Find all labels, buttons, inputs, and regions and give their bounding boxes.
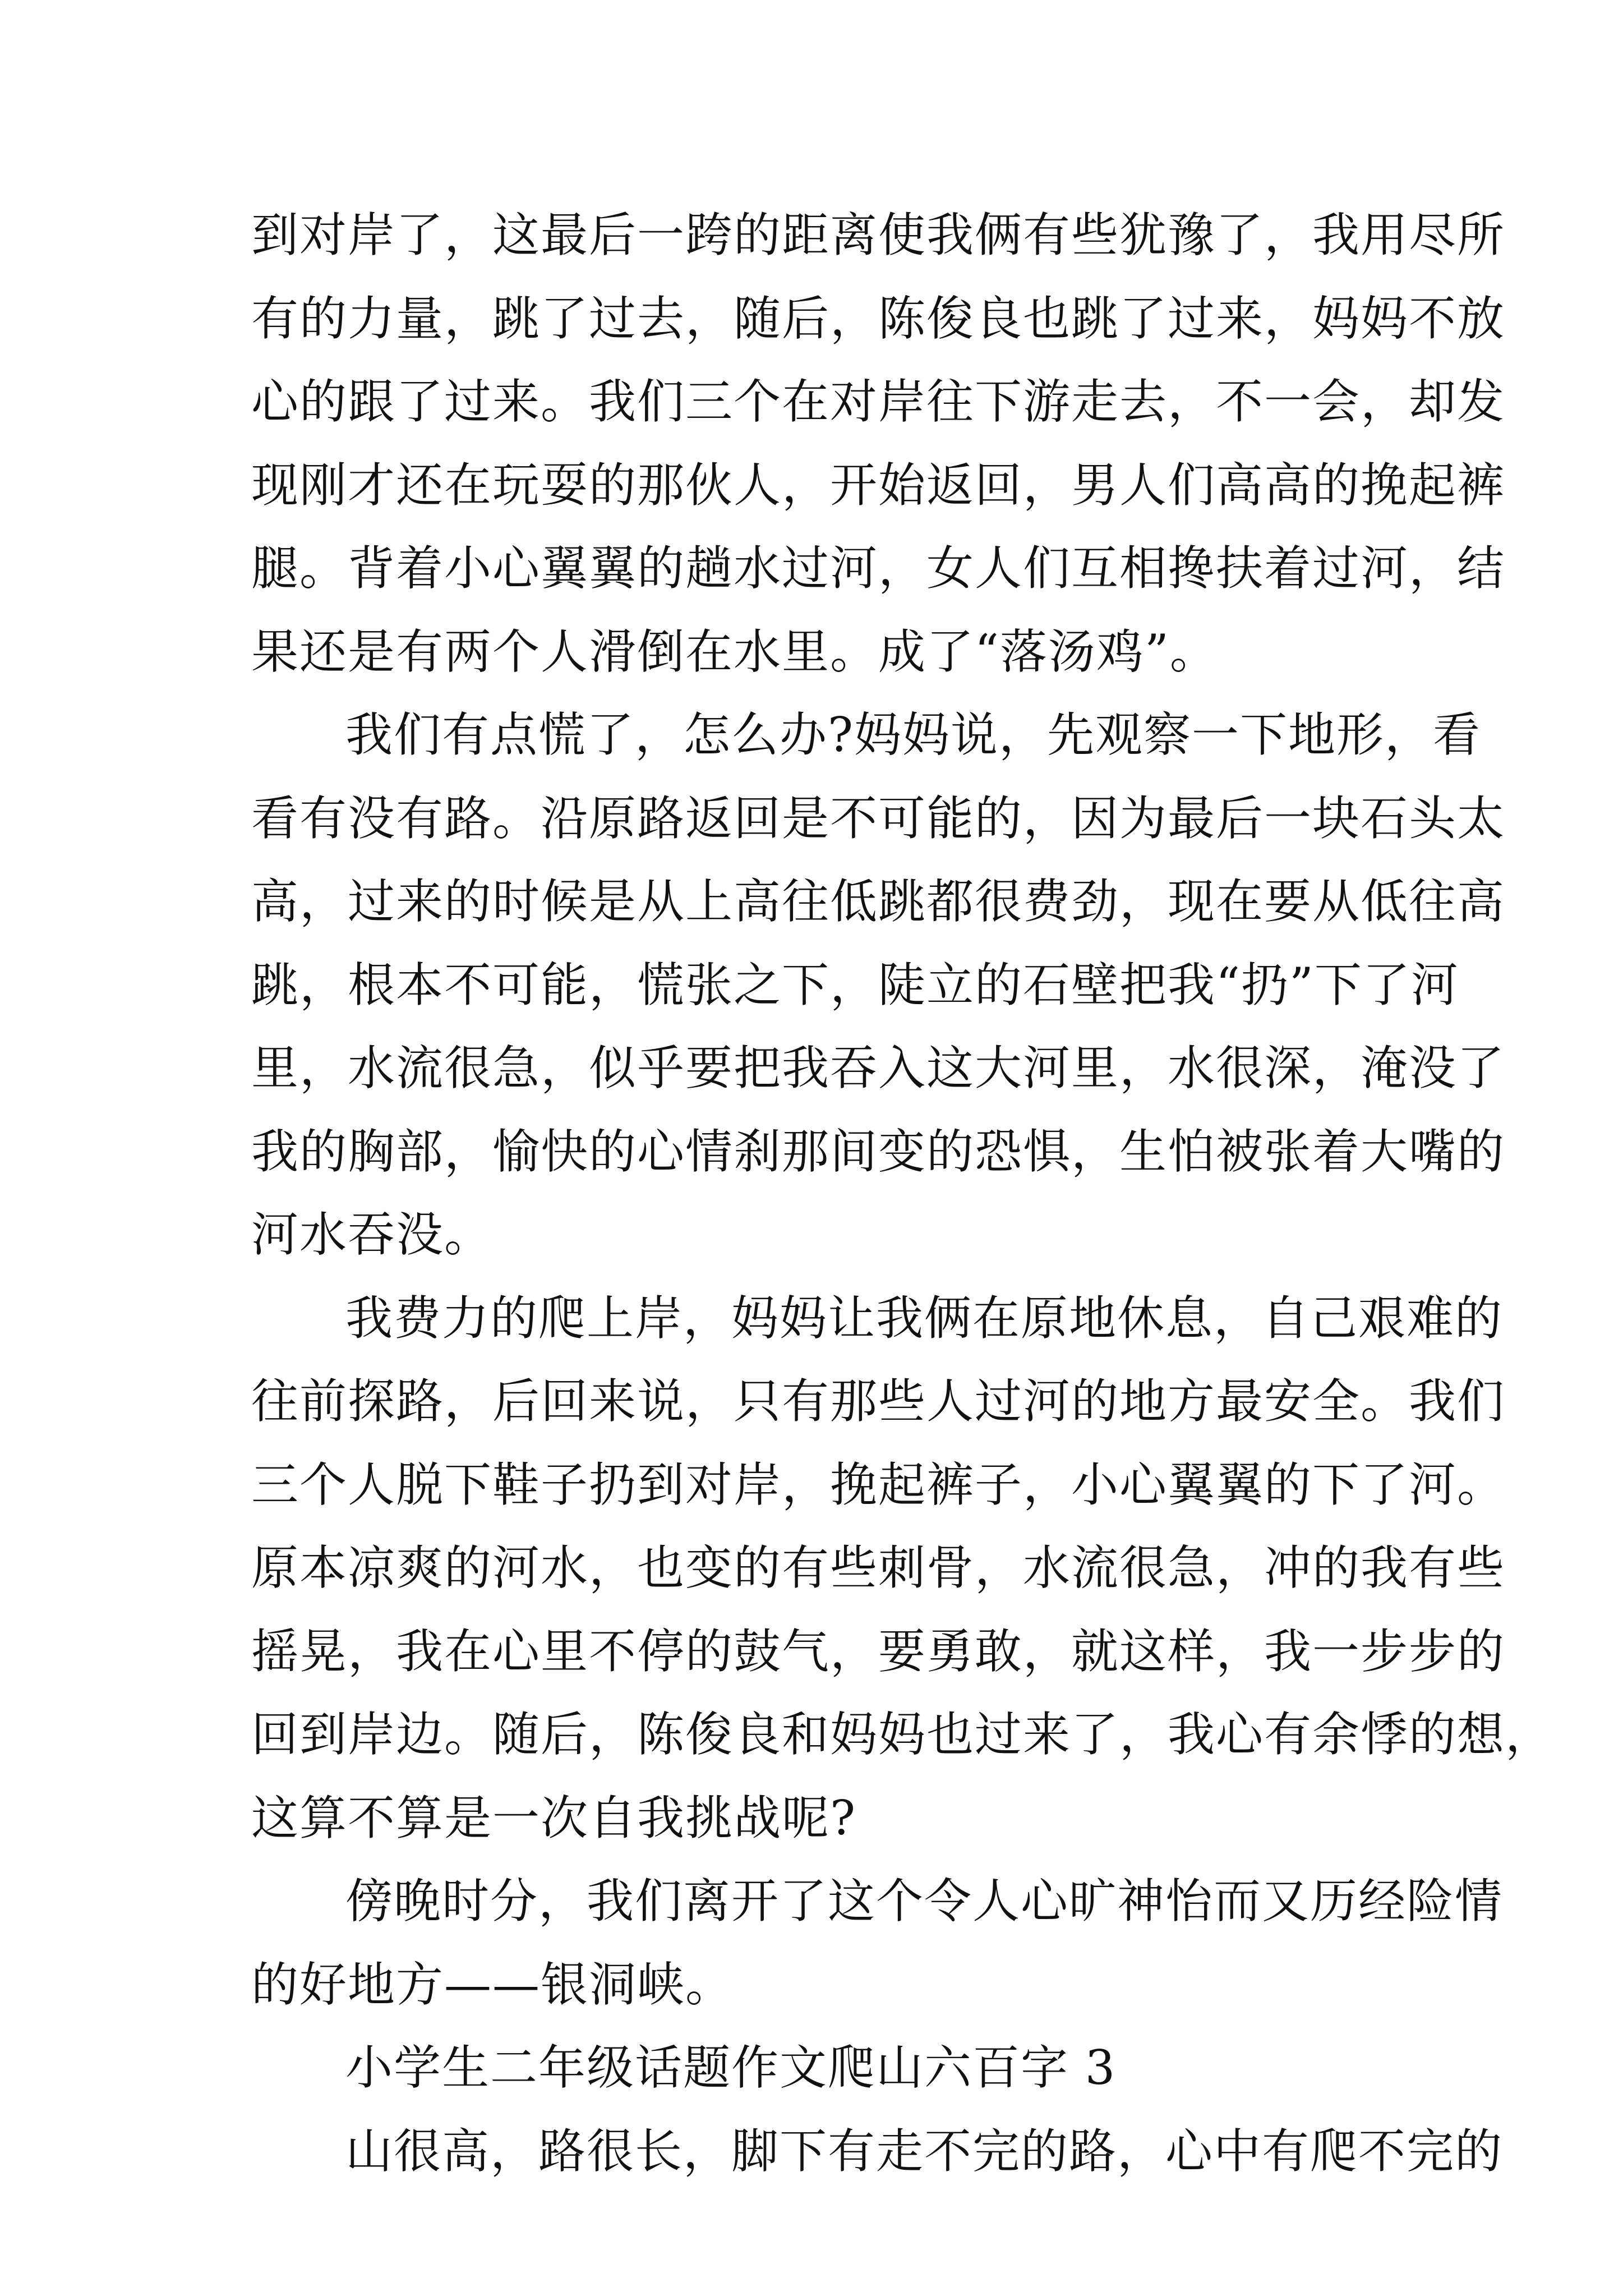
text-line: 现刚才还在玩耍的那伙人，开始返回，男人们高高的挽起裤 xyxy=(251,457,1506,513)
text-line: 这算不算是一次自我挑战呢? xyxy=(251,1790,857,1846)
text-line: 回到岸边。随后，陈俊良和妈妈也过来了，我心有余悸的想， xyxy=(251,1707,1554,1762)
text-line: 三个人脱下鞋子扔到对岸，挽起裤子，小心翼翼的下了河。 xyxy=(251,1457,1506,1512)
text-line: 山很高，路很长，脚下有走不完的路，心中有爬不完的 xyxy=(345,2123,1504,2179)
text-line: 果还是有两个人滑倒在水里。成了“落汤鸡”。 xyxy=(251,624,1218,679)
text-line: 有的力量，跳了过去，随后，陈俊良也跳了过来，妈妈不放 xyxy=(251,291,1506,346)
text-line: 里，水流很急，似乎要把我吞入这大河里，水很深，淹没了 xyxy=(251,1041,1506,1096)
text-line: 摇晃，我在心里不停的鼓气，要勇敢，就这样，我一步步的 xyxy=(251,1623,1506,1679)
text-line: 我们有点慌了，怎么办?妈妈说，先观察一下地形，看 xyxy=(345,707,1482,762)
text-line: 河水吞没。 xyxy=(251,1207,493,1262)
paragraph-1 xyxy=(251,194,1506,693)
text-line: 跳，根本不可能，慌张之下，陡立的石壁把我“扔”下了河 xyxy=(251,957,1459,1013)
text-line: 腿。背着小心翼翼的趟水过河，女人们互相搀扶着过河，结 xyxy=(251,541,1506,596)
text-line: 的好地方——银洞峡。 xyxy=(251,1957,734,2012)
paragraph-5 xyxy=(251,2110,1504,2193)
text-line: 心的跟了过来。我们三个在对岸往下游走去，不一会，却发 xyxy=(251,374,1506,429)
text-line: 我费力的爬上岸，妈妈让我俩在原地休息，自己艰难的 xyxy=(345,1290,1504,1346)
section-heading xyxy=(251,2026,1390,2110)
text-line: 我的胸部，愉快的心情刹那间变的恐惧，生怕被张着大嘴的 xyxy=(251,1124,1506,1179)
paragraph-3 xyxy=(251,1277,1554,1860)
text-line: 傍晚时分，我们离开了这个令人心旷神怡而又历经险情 xyxy=(345,1874,1504,1929)
text-line: 小学生二年级话题作文爬山六百字 3 xyxy=(345,2040,1117,2095)
paragraph-4 xyxy=(251,1860,1504,2026)
text-line: 高，过来的时候是从上高往低跳都很费劲，现在要从低往高 xyxy=(251,874,1506,929)
text-line: 到对岸了，这最后一跨的距离使我俩有些犹豫了，我用尽所 xyxy=(251,208,1506,263)
text-line: 看有没有路。沿原路返回是不可能的，因为最后一块石头太 xyxy=(251,790,1506,846)
text-line: 原本凉爽的河水，也变的有些刺骨，水流很急，冲的我有些 xyxy=(251,1540,1506,1595)
text-line: 往前探路，后回来说，只有那些人过河的地方最安全。我们 xyxy=(251,1374,1506,1429)
paragraph-2 xyxy=(251,693,1506,1277)
document-body xyxy=(251,194,1554,2193)
